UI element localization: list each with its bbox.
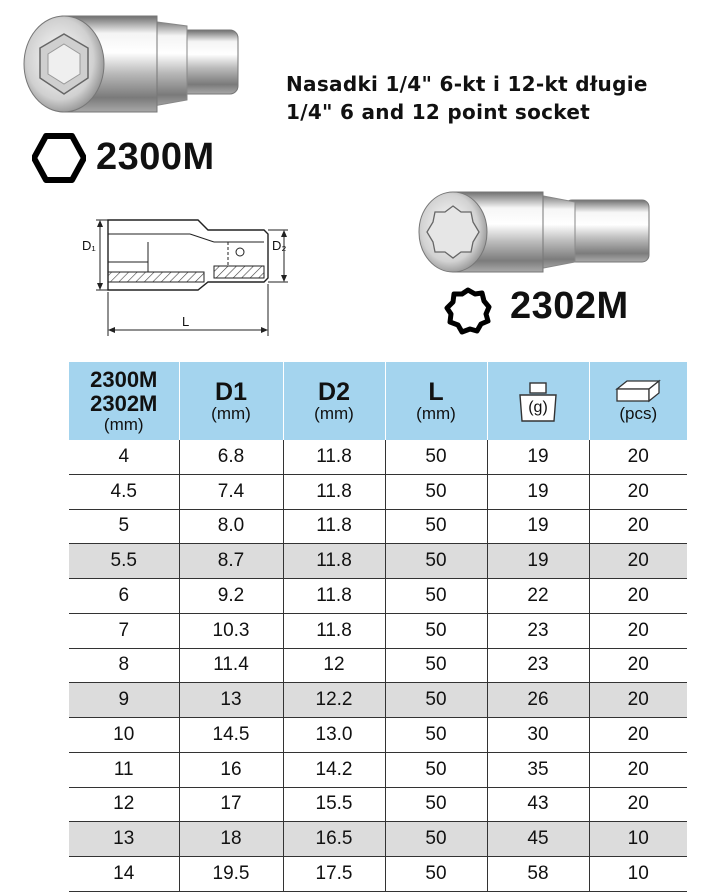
cell-d2: 12	[283, 648, 385, 683]
title-line-english: 1/4" 6 and 12 point socket	[286, 100, 591, 124]
table-row	[69, 579, 687, 614]
header-weight	[487, 362, 589, 440]
cell-length: 50	[385, 474, 487, 509]
cell-length: 50	[385, 440, 487, 474]
model-2300m-label: 2300M	[96, 136, 215, 178]
diagram-d1-label: D₁	[82, 238, 96, 253]
cell-d1: 17	[179, 787, 283, 822]
header-d2-label: D2	[318, 378, 350, 406]
header-d1	[179, 362, 283, 440]
spec-table	[69, 362, 687, 892]
table-row	[69, 787, 687, 822]
cell-weight: 58	[487, 857, 589, 892]
cell-pcs: 20	[589, 440, 687, 474]
cell-d2: 11.8	[283, 474, 385, 509]
header-d1-label: D1	[215, 378, 247, 406]
header-pcs-unit: (pcs)	[619, 404, 658, 423]
cell-size: 14	[69, 857, 179, 892]
cell-weight: 43	[487, 787, 589, 822]
cell-d1: 11.4	[179, 648, 283, 683]
header-pcs	[589, 362, 687, 440]
cell-length: 50	[385, 822, 487, 857]
box-icon	[615, 379, 661, 403]
cell-weight: 19	[487, 509, 589, 544]
cell-d1: 8.7	[179, 544, 283, 579]
cell-length: 50	[385, 787, 487, 822]
cell-weight: 30	[487, 718, 589, 753]
cell-size: 4	[69, 440, 179, 474]
cell-d1: 14.5	[179, 718, 283, 753]
cell-d2: 11.8	[283, 509, 385, 544]
cell-size: 4.5	[69, 474, 179, 509]
cell-d2: 12.2	[283, 683, 385, 718]
cell-weight: 22	[487, 579, 589, 614]
cell-d1: 6.8	[179, 440, 283, 474]
cell-d2: 17.5	[283, 857, 385, 892]
cell-d1: 13	[179, 683, 283, 718]
table-body	[69, 440, 687, 891]
cell-pcs: 20	[589, 613, 687, 648]
cell-weight: 35	[487, 752, 589, 787]
cell-pcs: 10	[589, 822, 687, 857]
cell-size: 12	[69, 787, 179, 822]
header-d2	[283, 362, 385, 440]
cell-weight: 26	[487, 683, 589, 718]
cell-d1: 7.4	[179, 474, 283, 509]
diagram-d2-label: D₂	[272, 238, 287, 253]
cell-size: 10	[69, 718, 179, 753]
hexagon-icon	[32, 133, 86, 183]
cell-d1: 18	[179, 822, 283, 857]
model-2302m-label: 2302M	[510, 285, 629, 327]
cell-pcs: 20	[589, 544, 687, 579]
cell-length: 50	[385, 648, 487, 683]
twelve-point-icon	[444, 287, 492, 335]
table-row	[69, 648, 687, 683]
cell-size: 9	[69, 683, 179, 718]
header-d1-unit: (mm)	[211, 404, 251, 423]
cell-length: 50	[385, 857, 487, 892]
cell-d2: 13.0	[283, 718, 385, 753]
socket-6pt-photo	[22, 12, 248, 116]
socket-12pt-photo	[415, 190, 655, 274]
cell-d2: 11.8	[283, 613, 385, 648]
header-d2-unit: (mm)	[314, 404, 354, 423]
cell-weight: 19	[487, 440, 589, 474]
cell-length: 50	[385, 544, 487, 579]
cell-length: 50	[385, 613, 487, 648]
cell-pcs: 20	[589, 787, 687, 822]
cell-size: 5.5	[69, 544, 179, 579]
cell-d1: 16	[179, 752, 283, 787]
cell-size: 6	[69, 579, 179, 614]
cell-weight: 23	[487, 613, 589, 648]
header-weight-unit: (g)	[528, 399, 548, 416]
cell-d2: 16.5	[283, 822, 385, 857]
cell-size: 11	[69, 752, 179, 787]
header-model-a: 2300M	[90, 367, 158, 392]
cell-length: 50	[385, 752, 487, 787]
cell-pcs: 20	[589, 718, 687, 753]
cell-length: 50	[385, 683, 487, 718]
cell-weight: 23	[487, 648, 589, 683]
header-size	[69, 362, 179, 440]
cell-length: 50	[385, 579, 487, 614]
cell-size: 13	[69, 822, 179, 857]
header-size-unit: (mm)	[103, 415, 144, 434]
table-row	[69, 857, 687, 892]
cell-weight: 19	[487, 474, 589, 509]
header-l-label: L	[428, 378, 444, 406]
cell-d2: 11.8	[283, 440, 385, 474]
cell-d1: 9.2	[179, 579, 283, 614]
cell-pcs: 20	[589, 683, 687, 718]
cell-size: 8	[69, 648, 179, 683]
table-row	[69, 822, 687, 857]
table-row	[69, 544, 687, 579]
cell-size: 5	[69, 509, 179, 544]
cell-d1: 8.0	[179, 509, 283, 544]
header-l	[385, 362, 487, 440]
cell-weight: 19	[487, 544, 589, 579]
cell-d1: 19.5	[179, 857, 283, 892]
table-row	[69, 718, 687, 753]
cell-pcs: 20	[589, 509, 687, 544]
table-row	[69, 474, 687, 509]
cell-size: 7	[69, 613, 179, 648]
cell-length: 50	[385, 718, 487, 753]
table-row	[69, 509, 687, 544]
cell-d2: 15.5	[283, 787, 385, 822]
table-row	[69, 613, 687, 648]
cell-pcs: 20	[589, 752, 687, 787]
cell-pcs: 20	[589, 648, 687, 683]
cell-pcs: 10	[589, 857, 687, 892]
header-model-b: 2302M	[90, 391, 158, 416]
cell-d1: 10.3	[179, 613, 283, 648]
cell-d2: 11.8	[283, 579, 385, 614]
cell-weight: 45	[487, 822, 589, 857]
header-l-unit: (mm)	[416, 404, 456, 423]
table-header-row	[69, 362, 687, 440]
cell-pcs: 20	[589, 474, 687, 509]
table-row	[69, 440, 687, 474]
cell-d2: 11.8	[283, 544, 385, 579]
table-row	[69, 752, 687, 787]
cell-d2: 14.2	[283, 752, 385, 787]
cell-pcs: 20	[589, 579, 687, 614]
title-line-polish: Nasadki 1/4" 6-kt i 12-kt długie	[286, 72, 648, 96]
diagram-l-label: L	[182, 314, 190, 329]
cell-length: 50	[385, 509, 487, 544]
table-row	[69, 683, 687, 718]
